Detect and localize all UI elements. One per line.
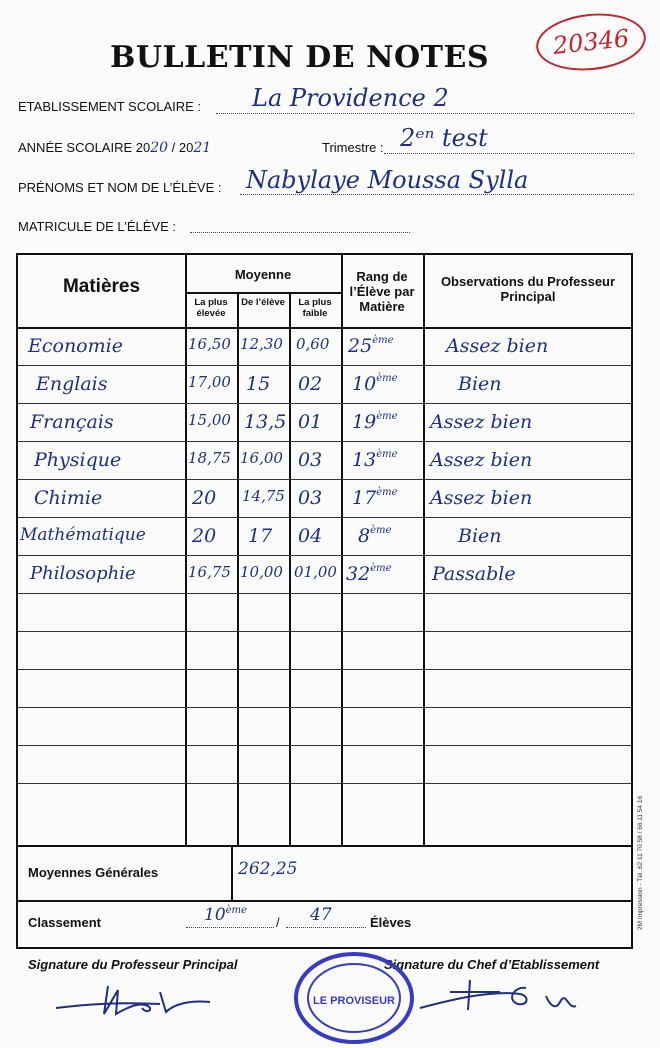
rank-value: 10 xyxy=(352,373,377,395)
observation-cell: Bien xyxy=(458,373,502,395)
rank-cell xyxy=(352,411,398,433)
student-avg-cell: 17 xyxy=(248,525,273,547)
observation-cell: Assez bien xyxy=(446,335,549,357)
subject-cell: Economie xyxy=(28,335,123,357)
row-line xyxy=(18,593,631,594)
rank-value: 19 xyxy=(352,411,377,433)
row-line xyxy=(18,365,631,366)
row-line xyxy=(18,783,631,784)
header-subjects: Matières xyxy=(62,276,141,297)
grades-table xyxy=(16,253,633,949)
rank-suffix: ème xyxy=(372,335,394,346)
student-label: PRÉNOMS ET NOM DE L’ÉLÈVE : xyxy=(18,180,222,195)
lowest-cell: 03 xyxy=(298,449,323,471)
row-line xyxy=(18,517,631,518)
student-avg-cell: 16,00 xyxy=(240,449,283,467)
subject-cell: Chimie xyxy=(34,487,103,509)
student-dotted-line xyxy=(240,194,634,195)
row-line xyxy=(18,745,631,746)
highest-cell: 18,75 xyxy=(188,449,231,467)
official-stamp xyxy=(290,948,418,1048)
year-sep: / 20 xyxy=(168,140,194,155)
rank-suffix: ème xyxy=(376,373,398,384)
printer-note-text: 2M Impression - Tél. 62 11 70 58 / 66 11 54 16 xyxy=(637,795,644,930)
ranking-dotted-line xyxy=(186,927,274,928)
row-line xyxy=(18,669,631,670)
row-line xyxy=(18,403,631,404)
rank-value: 13 xyxy=(352,449,377,471)
observation-cell: Assez bien xyxy=(430,411,533,433)
rank-suffix: ème xyxy=(376,411,398,422)
stamp-text: LE PROVISEUR xyxy=(313,995,395,1007)
row-line xyxy=(18,631,631,632)
rank-cell xyxy=(352,487,398,509)
printer-note xyxy=(628,770,642,930)
student-value: Nabylaye Moussa Sylla xyxy=(246,166,529,194)
rank-cell xyxy=(352,449,398,471)
year-label xyxy=(18,140,211,156)
row-line xyxy=(18,707,631,708)
subject-cell: Philosophie xyxy=(30,563,136,584)
subject-cell: Englais xyxy=(36,373,108,395)
head-signature xyxy=(410,970,610,1024)
rank-cell xyxy=(358,525,391,547)
lowest-cell: 01,00 xyxy=(294,563,337,581)
observation-cell: Assez bien xyxy=(430,449,533,471)
header-observations: Observations du Professeur Principal xyxy=(440,274,616,304)
col-divider xyxy=(237,293,239,845)
student-avg-cell: 14,75 xyxy=(242,487,285,505)
highest-cell: 17,00 xyxy=(188,373,231,391)
term-dotted-line xyxy=(384,153,634,154)
school-dotted-line xyxy=(216,113,634,114)
general-average-label: Moyennes Générales xyxy=(28,865,159,880)
highest-cell: 15,00 xyxy=(188,411,231,429)
header-bottom-line xyxy=(18,327,631,329)
observation-cell: Assez bien xyxy=(430,487,533,509)
student-avg-cell: 13,5 xyxy=(244,411,287,433)
school-label: ETABLISSEMENT SCOLAIRE : xyxy=(18,99,202,114)
highest-cell: 20 xyxy=(192,525,217,547)
col-divider xyxy=(423,255,425,845)
avg-divider xyxy=(231,845,233,900)
term-label: Trimestre : xyxy=(322,140,384,155)
ranking-dotted-line xyxy=(286,927,366,928)
head-signature-label: Signature du Chef d’Etablissement xyxy=(384,957,600,972)
page-title: BULLETIN DE NOTES xyxy=(110,40,490,75)
teacher-signature xyxy=(50,978,250,1024)
teacher-signature-label: Signature du Professeur Principal xyxy=(28,957,238,972)
lowest-cell: 02 xyxy=(298,373,323,395)
reference-number: 20346 xyxy=(533,8,648,75)
subheader-line xyxy=(185,292,341,294)
school-value: La Providence 2 xyxy=(252,84,449,112)
header-rank: Rang de l’Élève par Matière xyxy=(349,269,415,314)
row-line xyxy=(18,555,631,556)
subject-cell: Physique xyxy=(34,449,122,471)
rank-cell xyxy=(352,373,398,395)
header-student-avg: De l’élève xyxy=(241,297,285,308)
ranking-students-label: Élèves xyxy=(370,915,412,930)
highest-cell: 16,50 xyxy=(188,335,231,353)
rank-value: 17 xyxy=(352,487,377,509)
header-average: Moyenne xyxy=(234,267,292,282)
ranking-separator: / xyxy=(276,915,280,930)
rank-value: 8 xyxy=(358,525,371,547)
row-line xyxy=(18,479,631,480)
row-line xyxy=(18,441,631,442)
highest-cell: 16,75 xyxy=(188,563,231,581)
ranking-suffix-sup: ème xyxy=(225,905,247,916)
col-divider xyxy=(289,293,291,845)
footer-line xyxy=(18,900,631,902)
lowest-cell: 03 xyxy=(298,487,323,509)
observation-cell: Passable xyxy=(432,563,516,585)
ranking-total: 47 xyxy=(310,905,332,925)
lowest-cell: 01 xyxy=(298,411,323,433)
col-divider xyxy=(341,255,343,845)
observation-cell: Bien xyxy=(458,525,502,547)
rank-cell xyxy=(346,563,392,585)
highest-cell: 20 xyxy=(192,487,217,509)
year-start: 20 xyxy=(150,140,169,156)
matricule-dotted-line xyxy=(190,232,410,233)
term-value: 2ᵉⁿ test xyxy=(400,124,488,152)
lowest-cell: 0,60 xyxy=(296,335,330,353)
ranking-value xyxy=(204,905,247,925)
rank-cell xyxy=(348,335,394,357)
lowest-cell: 04 xyxy=(298,525,323,547)
year-end: 21 xyxy=(193,140,212,156)
subject-cell: Mathématique xyxy=(20,525,146,545)
student-avg-cell: 10,00 xyxy=(240,563,283,581)
header-highest: La plus élevée xyxy=(194,297,228,319)
col-divider xyxy=(185,255,187,845)
rank-value: 32 xyxy=(346,563,371,585)
rank-suffix: ème xyxy=(370,563,392,574)
header-lowest: La plus faible xyxy=(298,297,332,319)
year-label-prefix: ANNÉE SCOLAIRE 20 xyxy=(18,140,151,155)
student-avg-cell: 15 xyxy=(246,373,271,395)
rank-suffix: ème xyxy=(370,525,392,536)
footer-line xyxy=(18,845,631,847)
general-average-value: 262,25 xyxy=(238,859,298,879)
ranking-label: Classement xyxy=(28,915,101,930)
ranking-number: 10 xyxy=(204,905,226,925)
subject-cell: Français xyxy=(30,411,114,433)
matricule-label: MATRICULE DE L’ÉLÈVE : xyxy=(18,219,176,234)
rank-suffix: ème xyxy=(376,449,398,460)
rank-suffix: ème xyxy=(376,487,398,498)
rank-value: 25 xyxy=(348,335,373,357)
student-avg-cell: 12,30 xyxy=(240,335,283,353)
